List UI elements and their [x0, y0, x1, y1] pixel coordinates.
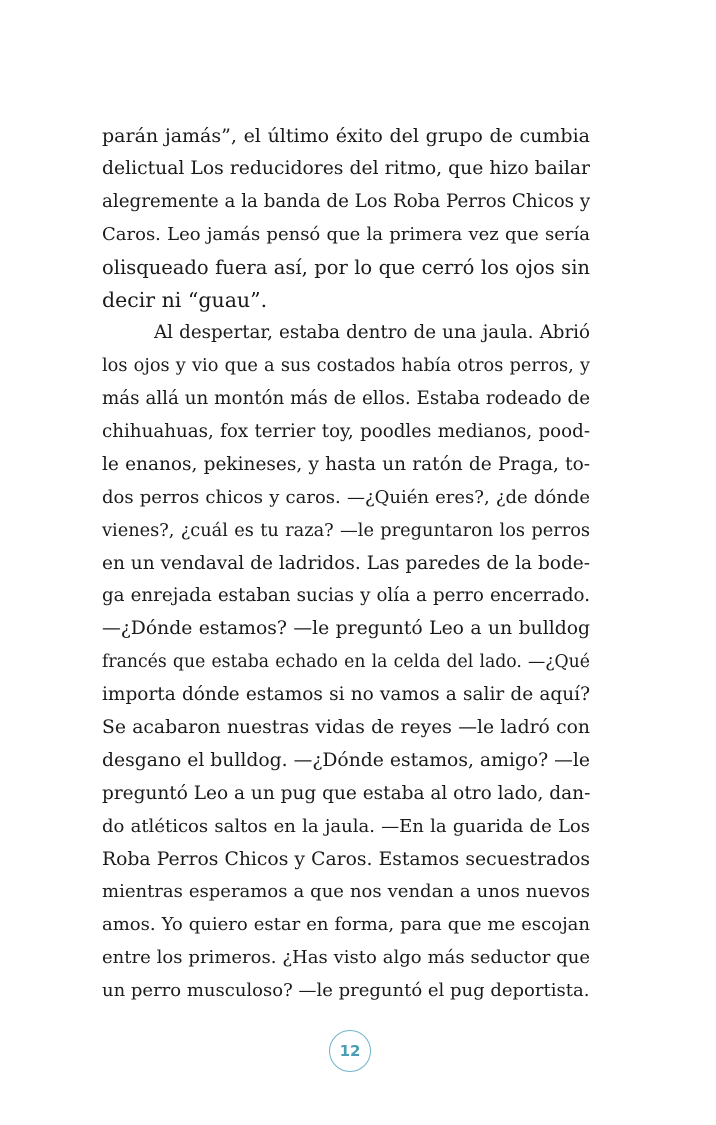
text-line: le enanos, pekineses, y hasta un ratón de Praga, to-	[102, 453, 590, 475]
text-line: importa dónde estamos si no vamos a salir de aquí?	[102, 684, 590, 706]
text-line: preguntó Leo a un pug que estaba al otro lado, dan-	[102, 782, 591, 804]
text-line: francés que estaba echado en la celda del lado. —¿Qué	[102, 652, 590, 673]
text-line: parán jamás”, el último éxito del grupo de cumbia	[102, 125, 590, 147]
text-line: alegremente a la banda de Los Roba Perros Chicos y	[102, 190, 591, 212]
body-text	[102, 120, 590, 1008]
text-line: delictual Los reducidores del ritmo, que hizo bailar	[102, 157, 590, 179]
text-line: ga enrejada estaban sucias y olía a perro encerrado.	[102, 585, 590, 607]
text-line: —¿Dónde estamos? —le preguntó Leo a un bulldog	[102, 618, 590, 640]
text-line: amos. Yo quiero estar en forma, para que me escojan	[102, 914, 590, 936]
text-line: chihuahuas, fox terrier toy, poodles medianos, pood-	[102, 421, 590, 443]
text-line: desgano el bulldog. —¿Dónde estamos, amigo? —le	[102, 749, 590, 771]
text-line: decir ni “guau”.	[102, 288, 268, 313]
text-line: mientras esperamos a que nos vendan a unos nuevos	[102, 881, 590, 903]
text-line: dos perros chicos y caros. —¿Quién eres?, ¿de dónde	[102, 486, 590, 508]
page-number: 12	[339, 1042, 361, 1060]
text-line: un perro musculoso? —le preguntó el pug deportista.	[102, 980, 590, 1002]
text-line: Se acabaron nuestras vidas de reyes —le ladró con	[102, 717, 590, 739]
paragraph-1	[102, 120, 590, 317]
text-line: olisqueado fuera así, por lo que cerró los ojos sin	[102, 255, 590, 279]
text-line: los ojos y vio que a sus costados había otros perros, y	[102, 356, 590, 377]
paragraph-2	[102, 317, 590, 1008]
page-number-badge	[329, 1030, 371, 1072]
text-line: Caros. Leo jamás pensó que la primera vez que sería	[102, 223, 590, 245]
text-line: do atléticos saltos en la jaula. —En la guarida de Los	[102, 815, 590, 837]
text-line: en un vendaval de ladridos. Las paredes de la bode-	[102, 552, 590, 574]
text-line: Roba Perros Chicos y Caros. Estamos secuestrados	[102, 848, 590, 870]
text-line: Al despertar, estaba dentro de una jaula. Abrió	[154, 322, 590, 344]
text-line: vienes?, ¿cuál es tu raza? —le preguntaron los perros	[102, 520, 590, 541]
text-line: más allá un montón más de ellos. Estaba rodeado de	[102, 388, 590, 410]
text-line: entre los primeros. ¿Has visto algo más seductor que	[102, 947, 590, 969]
